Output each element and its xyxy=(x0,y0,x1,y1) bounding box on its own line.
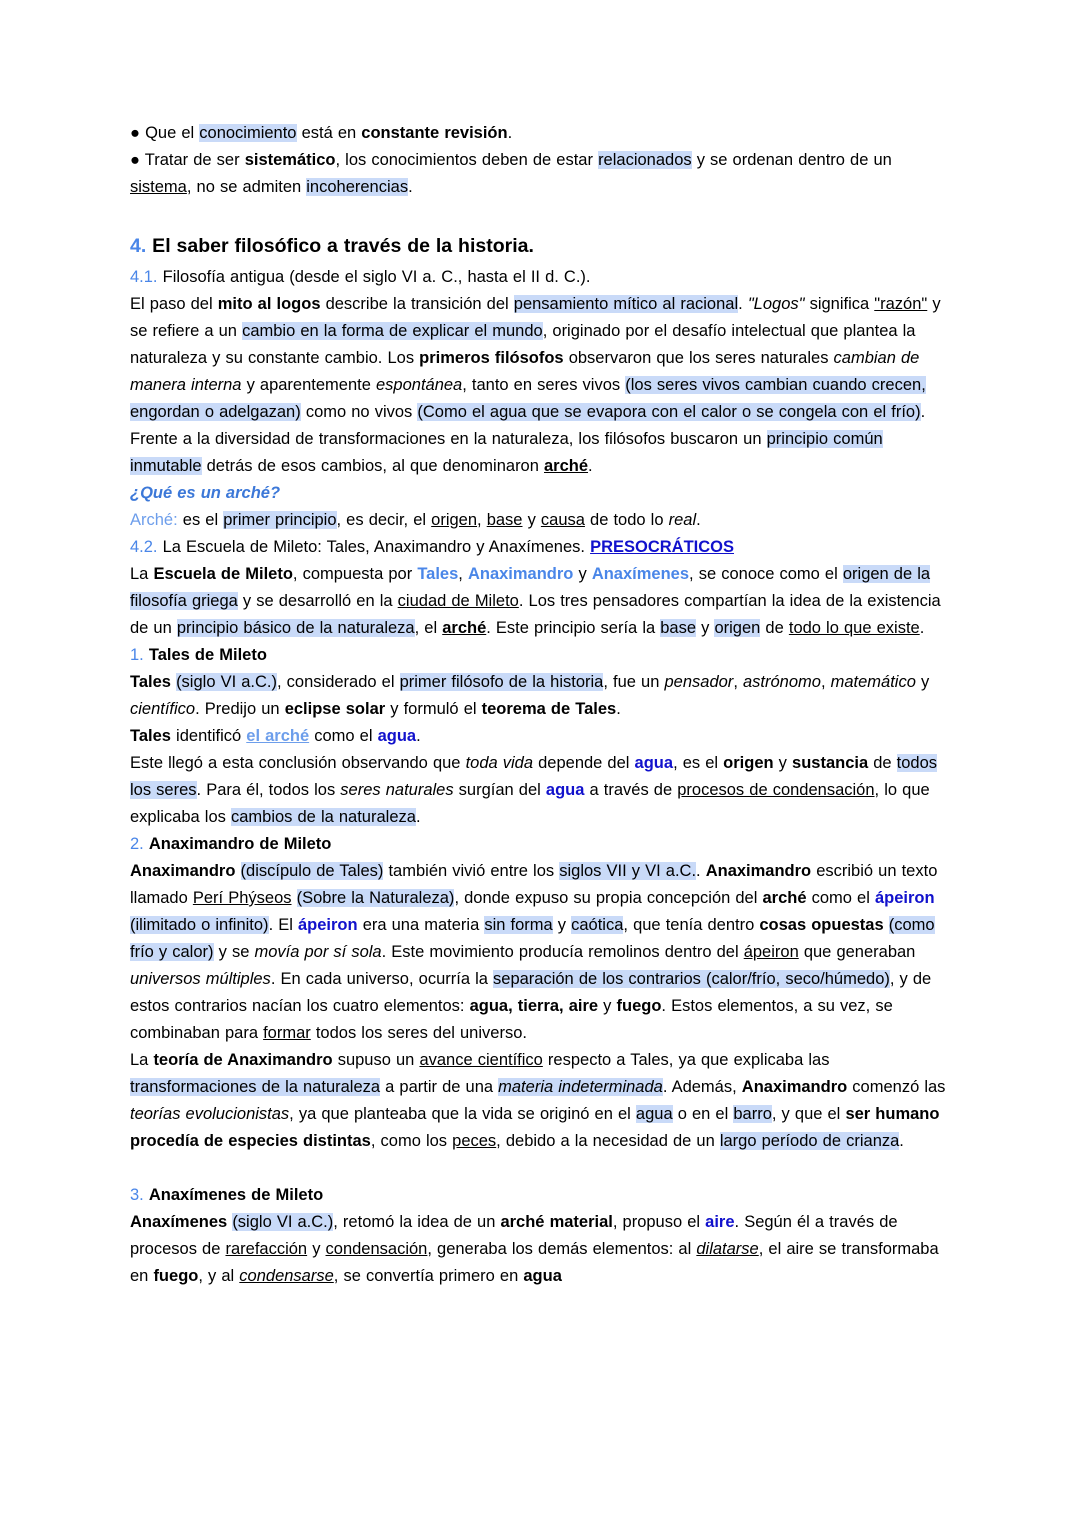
text-run: procesos de condensación xyxy=(677,781,875,799)
text-run: , fue un xyxy=(603,673,665,691)
text-run: . xyxy=(899,1132,904,1150)
text-run: y xyxy=(573,565,592,583)
text-run: . xyxy=(507,124,513,142)
text-run: arché xyxy=(762,889,807,907)
text-run: agua xyxy=(523,1267,562,1285)
text-run: 3. xyxy=(130,1186,144,1204)
text-run: depende del xyxy=(533,754,635,772)
text-run: . Este movimiento producía remolinos dentro del xyxy=(381,943,744,961)
text-run: ser humano procedía de especies distintas xyxy=(130,1105,940,1150)
text-run: , debido a la necesidad de un xyxy=(496,1132,720,1150)
text-run: , compuesta por xyxy=(292,565,418,583)
text-run: , y de estos contrarios nacían los cuatro elementos: xyxy=(130,970,932,1015)
text-run: . xyxy=(919,619,925,637)
paragraph-tales-arche xyxy=(130,723,953,750)
text-run: . En cada universo, ocurría la xyxy=(270,970,494,988)
text-run: comenzó las xyxy=(847,1078,946,1096)
text-run: . Este principio sería la xyxy=(486,619,661,637)
text-run: El paso del xyxy=(130,295,218,313)
list-heading-2-anaximandro xyxy=(130,831,953,858)
text-run: y se ordenan dentro de un xyxy=(691,151,892,169)
text-run: relacionados xyxy=(598,151,692,169)
bullet-item xyxy=(130,147,953,201)
text-run: seres naturales xyxy=(340,781,454,799)
text-run: fuego xyxy=(153,1267,199,1285)
text-run: . xyxy=(416,727,421,745)
text-run: y xyxy=(307,1240,326,1258)
text-run: cambian de manera interna xyxy=(130,349,920,394)
text-run: rarefacción xyxy=(225,1240,308,1258)
text-run: incoherencias xyxy=(306,178,409,196)
text-run: (Sobre la Naturaleza) xyxy=(296,889,455,907)
paragraph-anaximandro xyxy=(130,858,953,1047)
text-run: Anaxímenes xyxy=(130,1213,228,1231)
text-run: Anaxímenes xyxy=(591,565,690,583)
text-run: Perí Phýseos xyxy=(192,889,292,907)
text-run: La Escuela de Mileto: Tales, Anaximandro y Anaxímenes. xyxy=(157,538,591,556)
paragraph-anaximenes xyxy=(130,1209,953,1290)
text-run: largo período de crianza xyxy=(719,1132,900,1150)
text-run: formar xyxy=(263,1024,311,1042)
text-run: , lo que explicaba los xyxy=(130,781,930,826)
text-run: origen de la filosofía griega xyxy=(130,565,931,610)
text-run: Anaximandro xyxy=(705,862,812,880)
text-run: que generaban xyxy=(798,943,916,961)
text-run: (siglo VI a.C.) xyxy=(176,673,278,691)
bullet-icon: ● xyxy=(130,124,146,142)
text-run: . Frente a la diversidad de transformaciones en la naturaleza, los filósofos buscaron un xyxy=(130,403,926,448)
text-run: pensador xyxy=(664,673,734,691)
text-run: supuso un xyxy=(332,1051,420,1069)
text-run: , propuso el xyxy=(612,1213,706,1231)
text-run: mito al logos xyxy=(217,295,321,313)
text-run: ciudad de Mileto xyxy=(397,592,519,610)
text-run: . Además, xyxy=(662,1078,742,1096)
text-run: de todo lo xyxy=(584,511,669,529)
text-run: . Los tres pensadores compartían la idea de la existencia de un xyxy=(130,592,941,637)
text-run: principio común inmutable xyxy=(130,430,883,475)
text-run: escribió un texto llamado xyxy=(130,862,938,907)
text-run: Tales xyxy=(417,565,459,583)
text-run: sistema xyxy=(130,178,187,196)
text-run: , xyxy=(733,673,743,691)
text-run: Que el xyxy=(145,124,200,142)
text-run: es el xyxy=(177,511,224,529)
text-run: y xyxy=(598,997,617,1015)
text-run: y se refiere a un xyxy=(130,295,941,340)
text-run: agua xyxy=(635,1105,673,1123)
text-run: como no vivos xyxy=(300,403,418,421)
text-run: Escuela de Mileto xyxy=(153,565,293,583)
text-run: respecto a Tales, ya que explicaba las xyxy=(542,1051,830,1069)
text-run: 2. xyxy=(130,835,144,853)
text-run: Anaximandro xyxy=(467,565,574,583)
text-run: , originado por el desafío intelectual que plantea la naturaleza y su constante cambio. Los xyxy=(130,322,916,367)
text-run: (los seres vivos cambian cuando crecen, engordan o adelgazan) xyxy=(130,376,926,421)
text-run: y xyxy=(915,673,930,691)
text-run: barro xyxy=(733,1105,772,1123)
text-run: ápeiron xyxy=(874,889,935,907)
text-run: está en xyxy=(296,124,362,142)
text-run: . Para él, todos los xyxy=(196,781,341,799)
text-run: aire xyxy=(705,1213,735,1231)
link-el-arche[interactable]: el arché xyxy=(246,727,310,745)
list-heading-3-anaximenes xyxy=(130,1182,953,1209)
text-run: agua xyxy=(545,781,585,799)
text-run: 4.2. xyxy=(130,538,158,556)
text-run: agua xyxy=(377,727,417,745)
text-run: todo lo que existe xyxy=(788,619,920,637)
text-run: Tales de Mileto xyxy=(148,646,267,664)
text-run: base xyxy=(486,511,523,529)
text-run: ¿Qué es un arché? xyxy=(130,484,281,502)
text-run: , tanto en seres vivos xyxy=(462,376,626,394)
text-run: eclipse solar xyxy=(284,700,386,718)
text-run: , considerado el xyxy=(277,673,400,691)
text-run: Tratar de ser xyxy=(144,151,245,169)
text-run: principio básico de la naturaleza xyxy=(176,619,415,637)
text-run: "razón" xyxy=(874,295,928,313)
text-run: caótica xyxy=(571,916,624,934)
subsection-heading-4-2 xyxy=(130,534,953,561)
text-run: agua xyxy=(634,754,674,772)
paragraph-escuela-de-mileto xyxy=(130,561,953,642)
text-run: (siglo VI a.C.) xyxy=(232,1213,334,1231)
text-run: primeros filósofos xyxy=(419,349,564,367)
text-run: El saber filosófico a través de la historia. xyxy=(146,235,534,257)
text-run: como el xyxy=(806,889,875,907)
text-run: (Como el agua que se evapora con el calor o se congela con el frío) xyxy=(417,403,921,421)
text-run: identificó xyxy=(170,727,247,745)
text-run: . xyxy=(738,295,748,313)
text-run: , como los xyxy=(370,1132,453,1150)
text-run: surgían del xyxy=(453,781,546,799)
text-run: , xyxy=(820,673,831,691)
text-run: La xyxy=(130,1051,154,1069)
list-heading-1-tales xyxy=(130,642,953,669)
text-run: a partir de una xyxy=(380,1078,499,1096)
text-run: (discípulo de Tales) xyxy=(240,862,384,880)
text-run: fuego xyxy=(616,997,662,1015)
text-run: , es el xyxy=(673,754,724,772)
text-run: , el aire se transformaba en xyxy=(130,1240,939,1285)
text-run: pensamiento mítico al racional xyxy=(513,295,739,313)
text-run: teorema de Tales xyxy=(481,700,617,718)
text-run: avance científico xyxy=(419,1051,543,1069)
text-run: , y que el xyxy=(771,1105,846,1123)
paragraph-teoria-anaximandro xyxy=(130,1047,953,1155)
text-run: arché xyxy=(442,619,487,637)
text-run: y xyxy=(696,619,715,637)
text-run: , donde expuso su propia concepción del xyxy=(454,889,763,907)
text-run: describe la transición del xyxy=(320,295,514,313)
text-run: toda vida xyxy=(465,754,534,772)
subsection-heading-4-1 xyxy=(130,264,953,291)
text-run: . xyxy=(616,700,621,718)
text-run: . xyxy=(588,457,593,475)
text-run: (como frío y calor) xyxy=(130,916,935,961)
text-run: de xyxy=(760,619,789,637)
text-run: sistemático xyxy=(244,151,336,169)
text-run: a través de xyxy=(584,781,678,799)
text-run: . Estos elementos, a su vez, se combinaban para xyxy=(130,997,893,1042)
text-run: detrás de esos cambios, al que denominaron xyxy=(201,457,544,475)
text-run: separación de los contrarios (calor/frío, seco/húmedo) xyxy=(493,970,890,988)
text-run: origen xyxy=(431,511,478,529)
text-run: , los conocimientos deben de estar xyxy=(335,151,599,169)
text-run: , xyxy=(458,565,468,583)
text-run: Arché: xyxy=(130,511,178,529)
text-run xyxy=(884,916,889,934)
text-run: . xyxy=(696,511,701,529)
text-run: científico xyxy=(130,700,196,718)
text-run: , generaba los demás elementos: al xyxy=(427,1240,697,1258)
text-run: o en el xyxy=(672,1105,734,1123)
text-run xyxy=(235,862,240,880)
text-run: Filosofía antigua (desde el siglo VI a. C., hasta el II d. C.). xyxy=(157,268,591,286)
text-run: transformaciones de la naturaleza xyxy=(130,1078,381,1096)
text-run: universos múltiples xyxy=(130,970,271,988)
text-run: origen xyxy=(714,619,761,637)
text-run: Anaxímenes de Mileto xyxy=(148,1186,324,1204)
text-run: observaron que los seres naturales xyxy=(563,349,834,367)
text-run: 1. xyxy=(130,646,144,664)
text-run: todos los seres del universo. xyxy=(310,1024,527,1042)
text-run: La xyxy=(130,565,154,583)
question-heading xyxy=(130,480,953,507)
text-run: . Según él a través de procesos de xyxy=(130,1213,898,1258)
text-run: significa xyxy=(804,295,875,313)
text-run: y se xyxy=(213,943,255,961)
text-run: ápeiron xyxy=(298,916,358,934)
text-run: Tales xyxy=(130,673,171,691)
text-run: y formuló el xyxy=(385,700,482,718)
text-run: . xyxy=(696,862,706,880)
text-run: cambios de la naturaleza xyxy=(230,808,416,826)
text-run: y aparentemente xyxy=(241,376,376,394)
text-run: Anaximandro xyxy=(741,1078,848,1096)
text-run: agua, tierra, aire xyxy=(469,997,599,1015)
text-run: Anaximandro de Mileto xyxy=(148,835,332,853)
text-run: y xyxy=(522,511,541,529)
paragraph-mito-al-logos xyxy=(130,291,953,480)
text-run: y xyxy=(773,754,793,772)
text-run: Tales xyxy=(130,727,171,745)
text-run: origen xyxy=(723,754,774,772)
text-run: cambio en la forma de explicar el mundo xyxy=(242,322,543,340)
text-run: primer filósofo de la historia xyxy=(399,673,604,691)
text-run: , ya que planteaba que la vida se originó en el xyxy=(289,1105,636,1123)
text-run: , se convertía primero en xyxy=(333,1267,524,1285)
paragraph-tales-intro xyxy=(130,669,953,723)
paragraph-tales-agua xyxy=(130,750,953,831)
text-run: también vivió entre los xyxy=(383,862,560,880)
text-run: causa xyxy=(540,511,585,529)
bullet-icon: ● xyxy=(130,151,145,169)
text-run: 4. xyxy=(130,235,147,257)
text-run: , retomó la idea de un xyxy=(333,1213,501,1231)
text-run: , xyxy=(477,511,487,529)
document-body xyxy=(130,120,953,1290)
text-run xyxy=(292,889,297,907)
text-run: conocimiento xyxy=(199,124,297,142)
text-run: teoría de Anaximandro xyxy=(153,1051,333,1069)
text-run: movía por sí sola xyxy=(254,943,382,961)
text-run: (ilimitado o infinito) xyxy=(130,916,269,934)
text-run: teorías evolucionistas xyxy=(130,1105,290,1123)
text-run: , el xyxy=(414,619,443,637)
text-run: astrónomo xyxy=(742,673,821,691)
text-run: y se desarrolló en la xyxy=(237,592,398,610)
text-run: condensación xyxy=(325,1240,428,1258)
text-run: constante revisión xyxy=(361,124,508,142)
text-run: como el xyxy=(309,727,378,745)
paragraph-arche-definition xyxy=(130,507,953,534)
text-run: , que tenía dentro xyxy=(623,916,760,934)
text-run: peces xyxy=(452,1132,497,1150)
text-run: primer principio xyxy=(223,511,337,529)
text-run: sin forma xyxy=(484,916,553,934)
text-run: arché material xyxy=(500,1213,613,1231)
text-run: . xyxy=(408,178,413,196)
text-run: matemático xyxy=(830,673,916,691)
text-run: ápeiron xyxy=(743,943,799,961)
section-heading-4 xyxy=(130,231,953,262)
bullet-item xyxy=(130,120,953,147)
text-run: y xyxy=(552,916,572,934)
text-run: . xyxy=(415,808,421,826)
text-run: arché xyxy=(544,457,589,475)
text-run: Anaximandro xyxy=(130,862,236,880)
text-run: siglos VII y VI a.C. xyxy=(559,862,697,880)
text-run: espontánea xyxy=(375,376,463,394)
text-run: , y al xyxy=(198,1267,240,1285)
link-presocraticos[interactable]: PRESOCRÁTICOS xyxy=(590,538,734,556)
text-run: real xyxy=(668,511,697,529)
text-run: , se conoce como el xyxy=(689,565,843,583)
text-run: "Logos" xyxy=(747,295,805,313)
text-run: . Predijo un xyxy=(195,700,285,718)
text-run: era una materia xyxy=(357,916,485,934)
text-run: todos los seres xyxy=(130,754,938,799)
text-run: cosas opuestas xyxy=(759,916,884,934)
text-run: . El xyxy=(268,916,298,934)
text-run: condensarse xyxy=(239,1267,334,1285)
text-run: base xyxy=(660,619,697,637)
text-run: dilatarse xyxy=(696,1240,759,1258)
text-run: 4.1. xyxy=(130,268,158,286)
text-run: , es decir, el xyxy=(336,511,432,529)
text-run: , no se admiten xyxy=(186,178,307,196)
text-run: Este llegó a esta conclusión observando que xyxy=(130,754,466,772)
text-run: materia indeterminada xyxy=(498,1078,663,1096)
text-run: de xyxy=(868,754,897,772)
text-run: sustancia xyxy=(792,754,869,772)
